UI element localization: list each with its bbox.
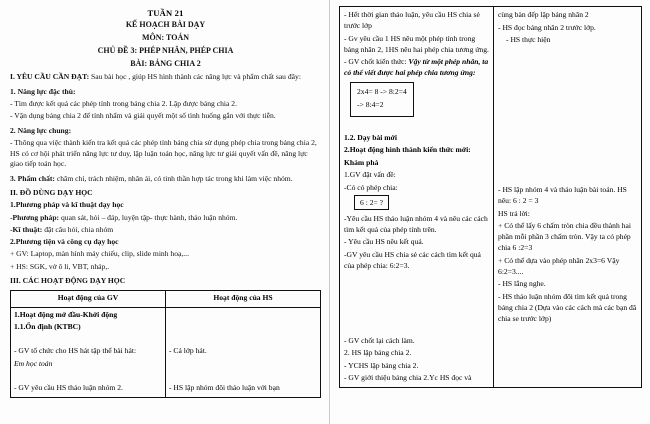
example-line-2: -> 8:4=2: [357, 99, 384, 109]
section-2-head-right: 2.Hoạt động hình thành kiến thức mới:: [344, 145, 471, 155]
spacer-c: [344, 285, 489, 296]
section-2-2: 2.Phương tiện và công cụ dạy học: [10, 237, 119, 247]
doc-topic: CHỦ ĐỀ 3: PHÉP NHÂN, PHÉP CHIA: [97, 45, 234, 55]
section-3-head: III. CÁC HOẠT ĐỘNG DẠY HỌC: [10, 275, 126, 285]
r-line-5: - Yêu cầu HS nêu kết quả.: [344, 237, 424, 247]
hs-spacer-3: [498, 72, 637, 83]
hs-spacer-1: [498, 47, 637, 58]
hs-spacer-8: [498, 134, 637, 145]
gv-cont-line-2: - Gv yêu cầu 1 HS nêu một phép tính trong bảng nhân 2, 1HS nêu hai phép chia tương ứng.: [344, 33, 489, 54]
cell-gv: [11, 307, 166, 398]
section-2-2b: + HS: SGK, vở ô li, VBT, nháp,.: [10, 261, 110, 271]
hs-line-5-spacer: [169, 359, 317, 370]
week-label: TUẦN 21: [147, 8, 184, 18]
doc-title: KẾ HOẠCH BÀI DẠY: [125, 20, 206, 29]
method-label: -Phương pháp:: [10, 212, 60, 222]
gv-line-6-spacer: [14, 371, 162, 382]
section-1-1-b1: - Tìm được kết quả các phép tính trong bảng chia 2. Lập được bảng chia 2.: [10, 99, 237, 108]
r-line-9: 2. HS lập bảng chia 2.: [344, 348, 412, 358]
section-1-1-b2: - Vận dụng bảng chia 2 để tính nhẩm và giải quyết một số tình huống gắn với thực tiễn.: [10, 111, 276, 121]
section-1-2-head: 2. Năng lực chung:: [10, 125, 72, 135]
technique-text: đặt câu hỏi, chia nhóm: [44, 224, 114, 234]
section-2-1: 1.Phương pháp và kĩ thuật dạy học: [10, 200, 124, 210]
section-2-head: II. ĐỒ DÙNG DẠY HỌC: [10, 187, 93, 197]
cell-gv-continued: [340, 7, 494, 388]
col-header-gv: Hoạt động của GV: [11, 290, 166, 307]
spacer-f: [344, 322, 489, 333]
hs-line-3-spacer: [169, 334, 317, 345]
r-line-6: -GV yêu cầu HS chia sẻ các cách tìm kết quả của phép chia: 6:2=3.: [344, 249, 481, 270]
spacer-e: [344, 310, 489, 321]
example-box: [350, 82, 414, 118]
col-header-hs: Hoạt động của HS: [166, 290, 321, 307]
activities-table: [10, 290, 321, 399]
section-2-1b: [10, 225, 321, 236]
section-1-3-head: 3. Phẩm chất:: [10, 173, 55, 183]
gv-line-2: 1.1.Ổn định (KTBC): [14, 321, 81, 331]
right-column: [329, 0, 650, 424]
hs-spacer-10: [498, 159, 637, 170]
doc-subject: MÔN: TOÁN: [141, 32, 190, 42]
hs-r-line-2: HS trả lời:: [498, 208, 530, 218]
section-1-intro: Sau bài học , giúp HS hình thành các năng lực và phẩm chất sau đây:: [91, 72, 301, 82]
division-expression-box: 6 : 2= ?: [354, 195, 389, 210]
gv-chot-text: Vậy từ một phép nhân, ta có thể viết được hai phép chia tương ứng:: [344, 57, 489, 77]
technique-label: -Kĩ thuật:: [10, 224, 43, 234]
hs-cont-line-2: - HS đọc bảng nhân 2 trước lớp.: [498, 22, 596, 32]
hs-r-line-5: - HS lắng nghe.: [498, 279, 546, 288]
hs-r-line-4: + Có thể dựa vào phép nhân 2x3=6 Vậy 6:2=3....: [498, 255, 620, 276]
hs-spacer-4: [498, 84, 637, 95]
hs-spacer-2: [498, 59, 637, 70]
section-1-2-head-right: 1.2. Dạy bài mới: [344, 132, 397, 142]
hs-spacer-7: [498, 122, 637, 133]
section-2-1a: [10, 213, 321, 224]
table-header-row: [11, 290, 321, 307]
cell-hs: [166, 307, 321, 398]
gv-cont-line-3: [344, 56, 489, 78]
hs-line-2-spacer: [169, 322, 317, 333]
spacer-d: [344, 297, 489, 308]
table-row: [11, 307, 321, 398]
r-line-2: -Có có phép chia:: [344, 182, 398, 192]
method-text: quan sát, hỏi – đáp, luyện tập- thực hành, thảo luận nhóm.: [60, 212, 238, 222]
hs-cont-line-1: cùng bàn đếp lập bảng nhân 2: [498, 10, 589, 19]
gv-line-7: - GV yêu cầu HS thảo luận nhóm 2.: [14, 383, 123, 393]
gv-line-3-spacer: [14, 334, 162, 345]
hs-line-4: - Cả lớp hát.: [169, 346, 207, 356]
section-1-head: I. YÊU CẦU CẦN ĐẠT:: [10, 72, 90, 82]
section-2-sub-right: Khám phá: [344, 157, 379, 167]
activities-table-continued: [339, 6, 642, 388]
spacer-b: [344, 272, 489, 283]
gv-line-5: Em học toán: [14, 358, 53, 368]
r-line-8: - GV chốt lại cách làm.: [344, 335, 415, 345]
section-1-1-head: 1. Năng lực đặc thù:: [10, 86, 76, 96]
example-line-1: 2x4= 8 -> 8:2=4: [357, 86, 407, 96]
spacer-a: [344, 119, 489, 130]
r-line-4: -Yêu cầu HS thảo luận nhóm 4 và nêu các cách tìm kết quả của phép tính trên.: [344, 213, 488, 234]
r-line-1: 1.GV đặt vấn đề:: [344, 170, 396, 180]
hs-spacer-11: [498, 172, 637, 183]
section-2-2a: + GV: Laptop, màn hình máy chiếu, clip, slide minh hoạ,...: [10, 249, 189, 259]
hs-r-line-3: + Có thể lấy 6 chấm tròn chia đều thành hai phần mỗi phần 3 chấm tròn. Vậy ta có phép chia 6 :2=3: [498, 221, 631, 252]
hs-spacer-5: [498, 97, 637, 108]
section-1-3-b1: chăm chỉ, trách nhiệm, nhân ái, có tinh thần hợp tác trong khi làm việc nhóm.: [56, 173, 293, 183]
table-row: [340, 7, 642, 388]
gv-line-1: 1.Hoạt động mở đầu-Khởi động: [14, 309, 118, 319]
hs-r-line-1: - HS lập nhóm 4 và thảo luận bài toán. HS nêu: 6 : 2 = 3: [498, 185, 627, 205]
hs-line-6-spacer: [169, 371, 317, 382]
hs-spacer-9: [498, 147, 637, 158]
gv-cont-line-1: - Hết thời gian thảo luận, yêu cầu HS chia sẻ trước lớp: [344, 10, 480, 30]
r-line-10: - YCHS lập bảng chia 2.: [344, 360, 419, 370]
r-line-11: - GV giới thiệu bảng chia 2.Yc HS đọc và: [344, 373, 472, 383]
cell-hs-continued: [494, 7, 642, 388]
hs-r-line-6: - HS thảo luận nhóm đôi tìm kết quả trong bảng chia 2 (Dựa vào các cách mà các bạn đã chia se trước lớp): [498, 291, 637, 323]
hs-line-7: - HS lập nhóm đôi thảo luận với bạn: [169, 383, 280, 393]
r-line-3-wrap: [344, 194, 489, 211]
hs-line-1-spacer: [169, 310, 317, 321]
hs-spacer-6: [498, 109, 637, 120]
doc-lesson: BÀI: BẢNG CHIA 2: [130, 58, 201, 68]
gv-chot-label: - GV chốt kiến thức:: [344, 57, 407, 66]
gv-line-4: - GV tổ chức cho HS hát tập thể bài hát:: [14, 346, 137, 356]
section-1-2-b1: - Thông qua việc thành kiến tra kết quả các phép tính bảng chia sử dụng phép chia trong bảng chia 2, HS có cơ hội phát triển năng lực tư duy, lập luận toán học, năng lực tư giải quyết vấn đề, năng lực giao tiếp toán học.: [10, 137, 317, 169]
section-1-3: [10, 174, 321, 185]
section-1: [10, 72, 321, 83]
hs-cont-line-3: - HS thực hiện: [506, 35, 551, 44]
